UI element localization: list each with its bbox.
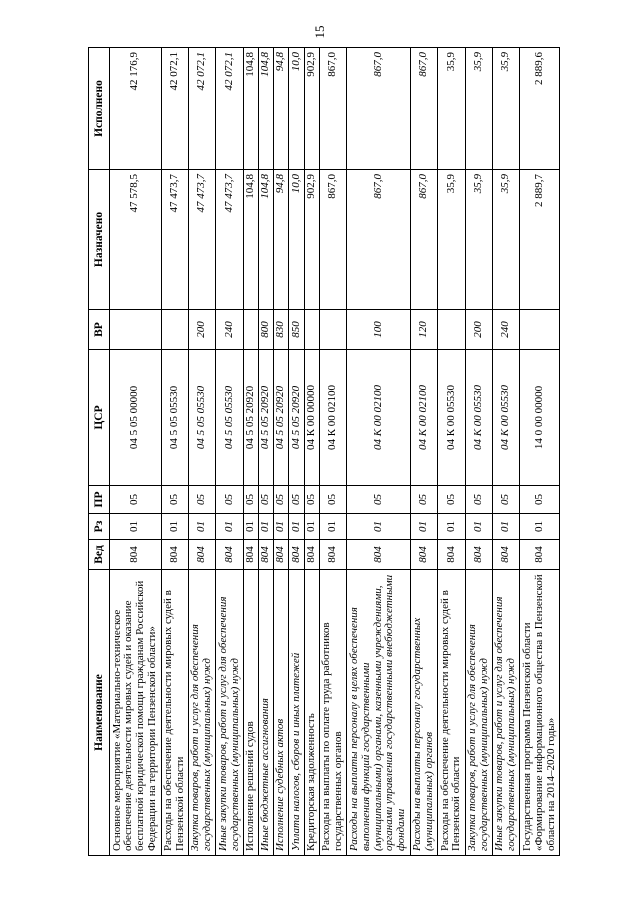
cell-csr: 04 5 05 20920	[258, 350, 273, 486]
cell-pr: 05	[520, 486, 560, 514]
cell-executed: 10,0	[289, 48, 304, 170]
header-rz: Рз	[89, 514, 110, 540]
cell-vr: 100	[347, 310, 411, 350]
cell-assigned: 47 578,5	[110, 170, 162, 310]
cell-ved: 804	[161, 540, 188, 570]
cell-ved: 804	[438, 540, 465, 570]
cell-pr: 05	[410, 486, 437, 514]
cell-rz: 01	[492, 514, 519, 540]
cell-assigned: 10,0	[289, 170, 304, 310]
cell-assigned: 902,9	[304, 170, 319, 310]
cell-pr: 05	[110, 486, 162, 514]
cell-pr: 05	[258, 486, 273, 514]
cell-assigned: 867,0	[319, 170, 346, 310]
header-ved: Вед	[89, 540, 110, 570]
cell-executed: 94,8	[274, 48, 289, 170]
cell-ved: 804	[216, 540, 243, 570]
cell-rz: 01	[438, 514, 465, 540]
cell-csr: 04 5 05 00000	[110, 350, 162, 486]
cell-name: Иные закупки товаров, работ и услуг для обеспечения государственных (муниципальных) нужд	[492, 570, 519, 856]
cell-name: Уплата налогов, сборов и иных платежей	[289, 570, 304, 856]
cell-assigned: 35,9	[492, 170, 519, 310]
cell-rz: 01	[465, 514, 492, 540]
cell-rz: 01	[243, 514, 258, 540]
cell-executed: 35,9	[465, 48, 492, 170]
cell-name: Основное мероприятие «Материально-техническое обеспечение деятельности мировых судей и оказание бесплатной юридической помощи гражданам Российской Федерации на территории Пензенской области»	[110, 570, 162, 856]
cell-vr: 120	[410, 310, 437, 350]
cell-ved: 804	[110, 540, 162, 570]
cell-ved: 804	[289, 540, 304, 570]
cell-name: Кредиторская задолженность	[304, 570, 319, 856]
cell-executed: 42 072,1	[189, 48, 216, 170]
cell-executed: 42 072,1	[161, 48, 188, 170]
cell-assigned: 2 889,7	[520, 170, 560, 310]
cell-vr: 200	[189, 310, 216, 350]
cell-vr	[520, 310, 560, 350]
cell-vr	[304, 310, 319, 350]
cell-csr: 04 5 05 20920	[274, 350, 289, 486]
cell-executed: 42 072,1	[216, 48, 243, 170]
cell-name: Иные закупки товаров, работ и услуг для обеспечения государственных (муниципальных) нужд	[216, 570, 243, 856]
cell-csr: 04 5 05 20920	[289, 350, 304, 486]
cell-vr: 800	[258, 310, 273, 350]
cell-pr: 05	[319, 486, 346, 514]
cell-csr: 04 К 00 05530	[492, 350, 519, 486]
table-row	[347, 48, 411, 856]
cell-ved: 804	[465, 540, 492, 570]
cell-pr: 05	[492, 486, 519, 514]
cell-pr: 05	[161, 486, 188, 514]
cell-ved: 804	[189, 540, 216, 570]
cell-pr: 05	[189, 486, 216, 514]
table-row	[410, 48, 437, 856]
table-row	[520, 48, 560, 856]
cell-csr: 04 5 05 05530	[161, 350, 188, 486]
cell-rz: 01	[110, 514, 162, 540]
cell-ved: 804	[319, 540, 346, 570]
cell-pr: 05	[465, 486, 492, 514]
cell-name: Расходы на обеспечение деятельности мировых судей в Пензенской области	[438, 570, 465, 856]
header-name: Наименование	[89, 570, 110, 856]
cell-name: Исполнение судебных актов	[274, 570, 289, 856]
cell-name: Расходы на выплаты по оплате труда работников государственных органов	[319, 570, 346, 856]
cell-assigned: 47 473,7	[216, 170, 243, 310]
budget-table	[88, 47, 560, 856]
cell-executed: 867,0	[410, 48, 437, 170]
cell-name: Государственная программа Пензенской области «Формирование информационного общества в Пензенской области на 2014–2020 годы»	[520, 570, 560, 856]
table-row	[161, 48, 188, 856]
cell-executed: 2 889,6	[520, 48, 560, 170]
cell-csr: 04 К 00 05530	[438, 350, 465, 486]
table-row	[304, 48, 319, 856]
cell-csr: 04 К 00 02100	[347, 350, 411, 486]
cell-vr	[243, 310, 258, 350]
cell-rz: 01	[161, 514, 188, 540]
cell-assigned: 35,9	[465, 170, 492, 310]
cell-csr: 04 К 00 02100	[410, 350, 437, 486]
cell-name: Исполнение решений судов	[243, 570, 258, 856]
cell-csr: 04 К 00 05530	[465, 350, 492, 486]
table-row	[274, 48, 289, 856]
cell-rz: 01	[410, 514, 437, 540]
cell-assigned: 47 473,7	[161, 170, 188, 310]
table-row	[289, 48, 304, 856]
table-header-row	[89, 48, 110, 856]
rotated-table-container	[88, 48, 560, 856]
cell-ved: 804	[243, 540, 258, 570]
cell-csr: 04 5 05 05530	[189, 350, 216, 486]
cell-csr: 04 5 05 20920	[243, 350, 258, 486]
cell-assigned: 104,8	[258, 170, 273, 310]
cell-executed: 867,0	[347, 48, 411, 170]
cell-ved: 804	[410, 540, 437, 570]
cell-ved: 804	[304, 540, 319, 570]
cell-rz: 01	[274, 514, 289, 540]
cell-name: Иные бюджетные ассигнования	[258, 570, 273, 856]
cell-assigned: 47 473,7	[189, 170, 216, 310]
cell-pr: 05	[347, 486, 411, 514]
cell-vr	[438, 310, 465, 350]
cell-pr: 05	[438, 486, 465, 514]
table-row	[216, 48, 243, 856]
cell-csr: 04 К 00 00000	[304, 350, 319, 486]
cell-rz: 01	[189, 514, 216, 540]
header-vr: ВР	[89, 310, 110, 350]
cell-assigned: 104,8	[243, 170, 258, 310]
cell-executed: 35,9	[492, 48, 519, 170]
cell-executed: 35,9	[438, 48, 465, 170]
cell-assigned: 867,0	[347, 170, 411, 310]
cell-pr: 05	[243, 486, 258, 514]
cell-pr: 05	[289, 486, 304, 514]
cell-executed: 104,8	[243, 48, 258, 170]
cell-ved: 804	[520, 540, 560, 570]
cell-name: Расходы на выплаты персоналу в целях обеспечения выполнения функций государственными (муниципальными) органами, казенными учреждениями, органами управления государственными внебюджетными фондами	[347, 570, 411, 856]
cell-ved: 804	[347, 540, 411, 570]
cell-executed: 42 176,9	[110, 48, 162, 170]
table-row	[189, 48, 216, 856]
cell-rz: 01	[289, 514, 304, 540]
cell-name: Расходы на выплаты персоналу государственных (муниципальных) органов	[410, 570, 437, 856]
cell-pr: 05	[216, 486, 243, 514]
cell-assigned: 35,9	[438, 170, 465, 310]
header-csr: ЦСР	[89, 350, 110, 486]
cell-assigned: 94,8	[274, 170, 289, 310]
header-assigned: Назначено	[89, 170, 110, 310]
cell-rz: 01	[319, 514, 346, 540]
cell-executed: 104,8	[258, 48, 273, 170]
cell-vr	[161, 310, 188, 350]
cell-vr: 830	[274, 310, 289, 350]
cell-rz: 01	[520, 514, 560, 540]
cell-assigned: 867,0	[410, 170, 437, 310]
cell-vr: 240	[492, 310, 519, 350]
table-row	[243, 48, 258, 856]
cell-executed: 867,0	[319, 48, 346, 170]
cell-rz: 01	[258, 514, 273, 540]
header-pr: ПР	[89, 486, 110, 514]
cell-vr	[319, 310, 346, 350]
cell-ved: 804	[492, 540, 519, 570]
cell-name: Закупка товаров, работ и услуг для обеспечения государственных (муниципальных) нужд	[465, 570, 492, 856]
cell-name: Расходы на обеспечение деятельности мировых судей в Пензенской области	[161, 570, 188, 856]
cell-rz: 01	[347, 514, 411, 540]
table-row	[438, 48, 465, 856]
cell-ved: 804	[258, 540, 273, 570]
cell-vr: 240	[216, 310, 243, 350]
cell-executed: 902,9	[304, 48, 319, 170]
table-row	[319, 48, 346, 856]
page-number: 15	[312, 25, 327, 39]
cell-rz: 01	[216, 514, 243, 540]
table-row	[110, 48, 162, 856]
cell-vr: 200	[465, 310, 492, 350]
cell-rz: 01	[304, 514, 319, 540]
table-body	[110, 48, 560, 856]
cell-name: Закупка товаров, работ и услуг для обеспечения государственных (муниципальных) нужд	[189, 570, 216, 856]
cell-ved: 804	[274, 540, 289, 570]
header-executed: Исполнено	[89, 48, 110, 170]
cell-vr: 850	[289, 310, 304, 350]
cell-csr: 14 0 00 00000	[520, 350, 560, 486]
table-row	[465, 48, 492, 856]
table-row	[492, 48, 519, 856]
cell-pr: 05	[274, 486, 289, 514]
table-row	[258, 48, 273, 856]
cell-pr: 05	[304, 486, 319, 514]
cell-vr	[110, 310, 162, 350]
cell-csr: 04 5 05 05530	[216, 350, 243, 486]
cell-csr: 04 К 00 02100	[319, 350, 346, 486]
